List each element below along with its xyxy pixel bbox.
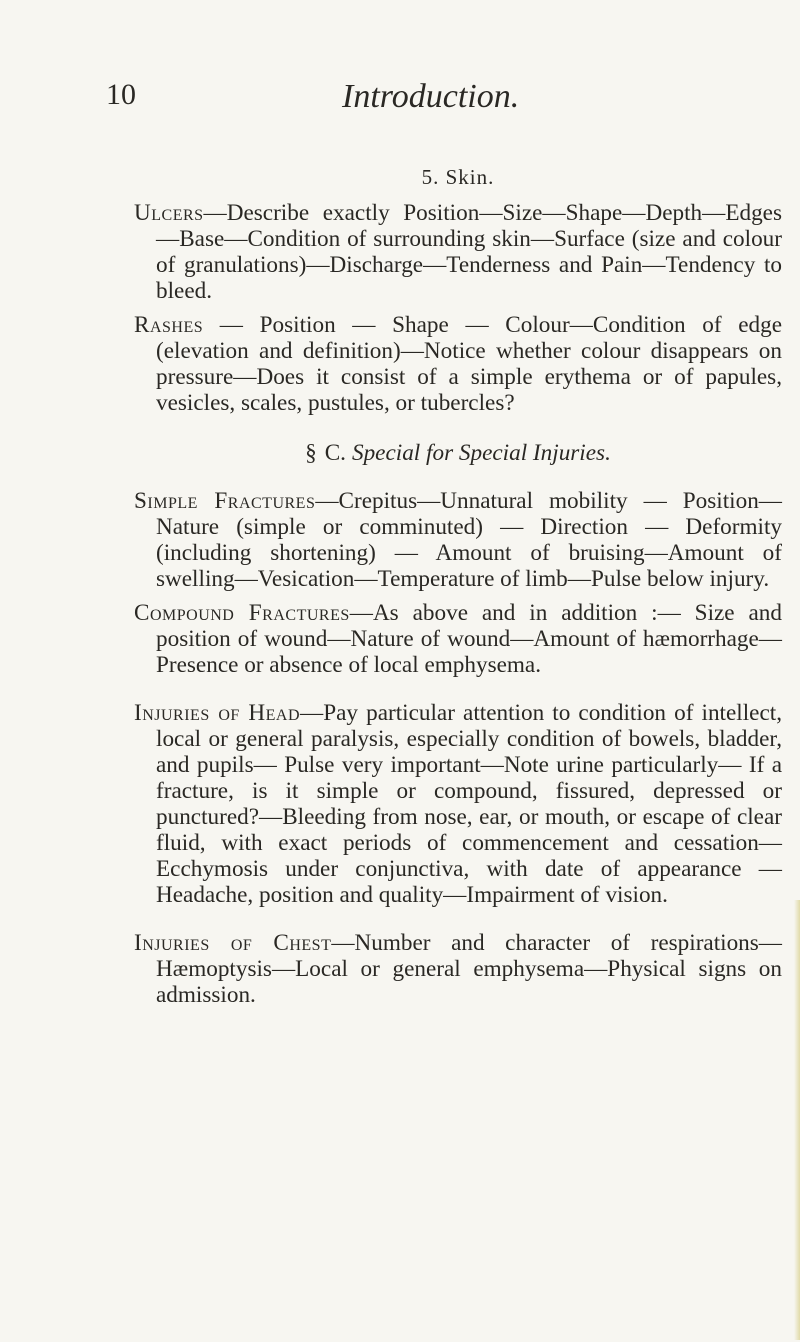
paragraph-injuries-chest <box>134 930 782 1008</box>
text-ulcers: —Describe exactly Position—Size—Shape—Depth—Edges—Base—Condition of surrounding skin—Surface (size and colour of granulations)—Discharge—Tenderness and Pain—Tendency to bleed. <box>156 200 782 304</box>
text-injuries-head: —Pay particular attention to condition of intellect, local or general paralysis, especially condition of bowels, bladder, and pupils— Pulse very important—Note urine particularly— If a fracture, is it simple or compound, fissured, depressed or punctured?—Bleeding from nose, ear, or mouth, or escape of clear fluid, with exact periods of commencement and cessation—Ecchymosis under conjunctiva, with date of appearance —Headache, position and quality—Impairment of vision. <box>156 700 783 908</box>
running-head: Introduction. <box>342 78 520 115</box>
term-ulcers: Ulcers <box>134 200 204 226</box>
page-edge-shadow <box>794 900 800 1340</box>
term-injuries-head: Injuries of Head <box>134 700 301 726</box>
term-simple-fractures: Simple Fractures <box>134 488 316 514</box>
paragraph-ulcers <box>134 200 782 304</box>
section-mark: § <box>305 440 317 466</box>
paragraph-simple-fractures <box>134 488 782 592</box>
paragraph-rashes <box>134 312 782 416</box>
section-heading-skin: 5. Skin. <box>421 165 495 189</box>
text-compound-fractures: —As above and in addition :— Size and position of wound—Nature of wound—Amount of hæmorrhage—Presence or absence of local emphysema. <box>156 600 782 678</box>
term-compound-fractures: Compound Fractures <box>134 600 350 626</box>
text-rashes: — Position — Shape — Colour—Condition of edge (elevation and definition)—Notice whether colour disappears on pressure—Does it consist of a simple erythema or of papules, vesicles, scales, pustules, or tubercles? <box>156 312 782 416</box>
section-title: Special for Special Injuries. <box>351 440 611 466</box>
term-injuries-chest: Injuries of Chest <box>134 930 332 956</box>
section-label: C. <box>324 440 346 466</box>
page-header <box>0 78 800 118</box>
page-number: 10 <box>106 78 136 111</box>
paragraph-compound-fractures <box>134 600 782 678</box>
page-body <box>134 164 782 1016</box>
text-simple-fractures: —Crepitus—Unnatural mobility — Position—Nature (simple or comminuted) — Direction — Deformity (including shortening) — Amount of bruising—Amount of swelling—Vesication—Temperature of limb—Pulse below injury. <box>156 488 782 592</box>
paragraph-injuries-head <box>134 700 782 908</box>
section-heading-special-injuries <box>134 440 782 466</box>
term-rashes: Rashes <box>134 312 204 338</box>
text-injuries-chest: —Number and character of respirations—Hæmoptysis—Local or general emphysema—Physical signs on admission. <box>156 930 782 1008</box>
